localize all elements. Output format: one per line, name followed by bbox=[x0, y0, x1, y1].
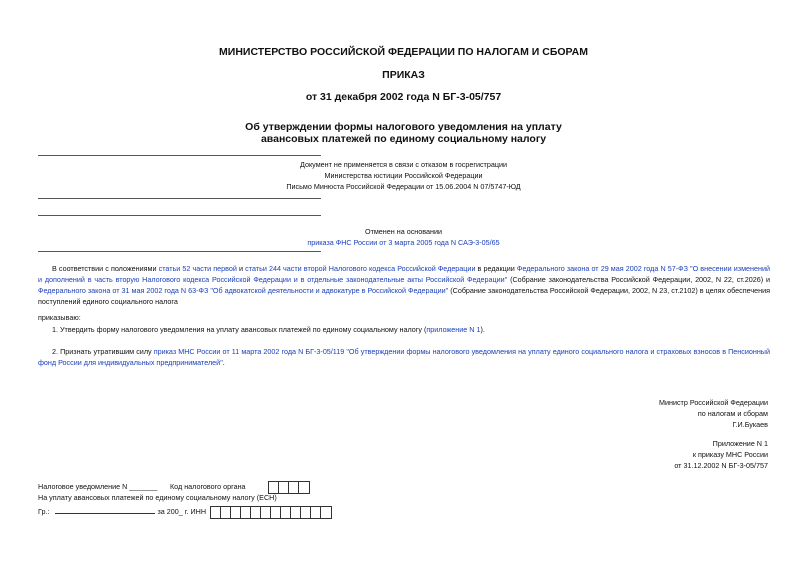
notice-number-label: Налоговое уведомление N _______ bbox=[38, 482, 158, 491]
appendix-order: к приказу МНС России bbox=[692, 450, 768, 459]
citizen-line bbox=[38, 506, 206, 517]
inn-box[interactable] bbox=[291, 507, 301, 518]
revoking-order-link[interactable]: приказа ФНС России от 3 марта 2005 года N САЭ-3-05/65 bbox=[307, 238, 500, 247]
code-box[interactable] bbox=[279, 482, 289, 493]
inn-box[interactable] bbox=[241, 507, 251, 518]
preamble-text: и bbox=[236, 264, 246, 273]
federal-law-57-fz-link[interactable]: Федерального закона от 29 мая 2002 года N 57-ФЗ "О внесении изменений и дополнений в часть вторую Налогового кодекса Российской Федерации и в отдельные законодательные акты Российской Федерации" bbox=[38, 264, 770, 284]
appendix-title: Приложение N 1 bbox=[712, 439, 768, 448]
citizen-name-field[interactable] bbox=[55, 506, 155, 514]
inn-box[interactable] bbox=[261, 507, 271, 518]
divider bbox=[38, 251, 321, 252]
order-word: приказываю: bbox=[38, 313, 81, 322]
document-type: ПРИКАЗ bbox=[382, 69, 425, 81]
inn-box[interactable] bbox=[301, 507, 311, 518]
preamble-text: в редакции bbox=[475, 264, 517, 273]
subject-line-2: авансовых платежей по единому социальному налогу bbox=[260, 133, 547, 145]
status-note bbox=[160, 159, 647, 192]
appendix-reference bbox=[500, 438, 768, 471]
order-item-1 bbox=[52, 324, 770, 335]
inn-box[interactable] bbox=[321, 507, 331, 518]
year-inn-label: за 200_ г. ИНН bbox=[157, 507, 207, 516]
status-note-line-1: Документ не применяется в связи с отказом в госрегистрации bbox=[300, 160, 507, 169]
preamble-text: (Собрание законодательства Российской Федерации, 2002, N 22, ст.2026) и bbox=[507, 275, 770, 284]
tax-code-article-244-link[interactable]: статьи 244 части второй Налогового кодекса Российской Федерации bbox=[245, 264, 476, 273]
status-note-line-2: Министерства юстиции Российской Федерации bbox=[324, 171, 483, 180]
code-box[interactable] bbox=[289, 482, 299, 493]
appendix-order-date: от 31.12.2002 N БГ-3-05/757 bbox=[674, 461, 768, 470]
document-subject bbox=[0, 121, 807, 145]
signature-block bbox=[500, 397, 768, 430]
order-item-text: 1. Утвердить форму налогового уведомления на уплату авансовых платежей по единому социальному налогу ( bbox=[52, 325, 427, 334]
order-item-text: 2. Признать утратившим силу bbox=[52, 347, 154, 356]
signature-name: Г.И.Букаев bbox=[732, 420, 768, 429]
preamble-text: (Собрание законодательства Российской Федерации, 2002, N 23, ст.2102) в целях обеспечения поступлений единого социального налога bbox=[38, 286, 770, 306]
signature-position: Министр Российской Федерации bbox=[658, 398, 768, 407]
document-date-number: от 31 декабря 2002 года N БГ-3-05/757 bbox=[305, 91, 502, 103]
status-note-line-3: Письмо Минюста Российской Федерации от 15.06.2004 N 07/5747-ЮД bbox=[286, 182, 521, 191]
inn-box[interactable] bbox=[271, 507, 281, 518]
tax-code-article-52-link[interactable]: статьи 52 части первой bbox=[158, 264, 237, 273]
inn-box[interactable] bbox=[221, 507, 231, 518]
preamble-paragraph bbox=[38, 263, 770, 307]
inn-box[interactable] bbox=[211, 507, 221, 518]
repealed-order-link[interactable]: приказ МНС России от 11 марта 2002 года N БГ-3-05/119 "Об утверждении формы налогового уведомления на уплату единого социального налога и страховых взносов в Пенсионный фонд России для индивидуальных предпринимателей" bbox=[38, 347, 770, 367]
form-purpose: На уплату авансовых платежей по единому социальному налогу (ЕСН) bbox=[38, 493, 277, 502]
inn-box[interactable] bbox=[251, 507, 261, 518]
inn-box[interactable] bbox=[311, 507, 321, 518]
divider bbox=[38, 198, 321, 199]
divider bbox=[38, 155, 321, 156]
order-item-text: . bbox=[222, 358, 225, 367]
appendix-1-link[interactable]: приложение N 1 bbox=[426, 325, 481, 334]
subject-line-1: Об утверждении формы налогового уведомления на уплату bbox=[245, 121, 562, 133]
inn-boxes[interactable] bbox=[210, 506, 332, 519]
preamble-text: В соответствии с положениями bbox=[52, 264, 159, 273]
order-item-2 bbox=[38, 346, 770, 368]
citizen-label: Гр.: bbox=[38, 507, 50, 516]
inn-box[interactable] bbox=[281, 507, 291, 518]
divider bbox=[38, 215, 321, 216]
tax-office-code-label: Код налогового органа bbox=[170, 482, 246, 491]
revoked-note bbox=[160, 226, 647, 248]
revoked-note-label: Отменен на основании bbox=[364, 227, 442, 236]
inn-box[interactable] bbox=[231, 507, 241, 518]
ministry-title: МИНИСТЕРСТВО РОССИЙСКОЙ ФЕДЕРАЦИИ ПО НАЛОГАМ И СБОРАМ bbox=[219, 46, 588, 58]
federal-law-63-fz-link[interactable]: Федерального закона от 31 мая 2002 года N 63-ФЗ "Об адвокатской деятельности и адвокатуре в Российской Федерации" bbox=[38, 286, 449, 295]
code-box[interactable] bbox=[299, 482, 309, 493]
signature-position-2: по налогам и сборам bbox=[697, 409, 768, 418]
order-item-text: ). bbox=[480, 325, 485, 334]
